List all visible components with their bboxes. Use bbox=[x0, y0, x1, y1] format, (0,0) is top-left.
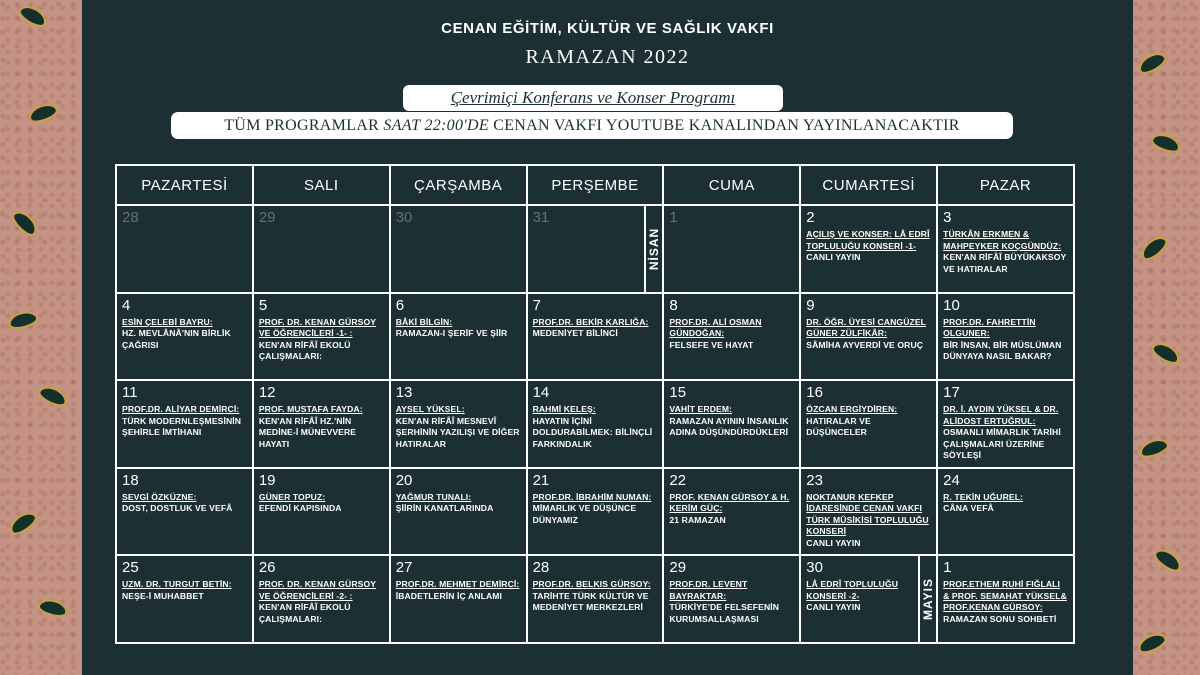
event-info bbox=[806, 579, 914, 614]
event-topic: HZ. MEVLÂNÂ'NIN BİRLİK ÇAĞRISI bbox=[122, 328, 231, 350]
day-number: 15 bbox=[669, 384, 687, 402]
event-info bbox=[122, 317, 247, 352]
day-number: 19 bbox=[258, 471, 276, 489]
calendar-day-cell bbox=[254, 381, 391, 469]
event-speaker: SEVGİ ÖZKÜZNE: bbox=[122, 491, 197, 502]
event-topic: FELSEFE VE HAYAT bbox=[669, 339, 754, 350]
right-border-pattern bbox=[1133, 0, 1200, 675]
event-info bbox=[396, 492, 521, 515]
calendar-grid bbox=[115, 164, 1075, 644]
month-label bbox=[644, 206, 662, 292]
calendar-day-cell bbox=[528, 206, 665, 294]
day-number: 21 bbox=[532, 471, 550, 489]
event-topic: RAMAZAN-I ŞERİF VE ŞİİR bbox=[395, 328, 508, 339]
calendar-day-cell bbox=[938, 206, 1075, 294]
day-header: CUMA bbox=[664, 166, 801, 206]
day-number: 8 bbox=[669, 296, 678, 314]
event-info bbox=[259, 579, 384, 625]
event-topic: SÂMİHA AYVERDİ VE ORUÇ bbox=[806, 339, 924, 350]
event-speaker: PROF.DR. BELKIS GÜRSOY: bbox=[532, 579, 651, 590]
event-topic: KEN'AN RİFÂÎ HZ.'NİN MEDİNE-İ MÜNEVVERE HAYATI bbox=[258, 415, 357, 449]
calendar-day-cell bbox=[801, 381, 938, 469]
calendar-day-cell bbox=[254, 294, 391, 382]
day-number: 29 bbox=[669, 559, 687, 577]
event-speaker: NOKTANUR KEFKEP İDARESİNDE CENAN VAKFI TÜRK MÛSİKİSİ TOPLULUĞU KONSERİ bbox=[806, 491, 929, 537]
event-speaker: LÂ EDRÎ TOPLULUĞU KONSERİ -2- bbox=[806, 579, 899, 601]
event-info bbox=[396, 317, 521, 340]
event-info bbox=[396, 579, 521, 602]
calendar-day-cell bbox=[254, 556, 391, 644]
event-topic: TARİHTE TÜRK KÜLTÜR VE MEDENİYET MERKEZLERİ bbox=[532, 590, 649, 613]
calendar-day-cell bbox=[528, 469, 665, 557]
day-number: 2 bbox=[806, 209, 815, 226]
event-speaker: PROF.DR. MEHMET DEMİRCİ: bbox=[395, 579, 520, 590]
event-info bbox=[259, 404, 384, 450]
calendar-day-cell bbox=[117, 556, 254, 644]
program-panel bbox=[82, 0, 1133, 675]
event-topic: CÂNA VEFÂ bbox=[943, 503, 994, 514]
event-topic: KEN'AN RİFÂÎ EKOLÜ ÇALIŞMALARI: bbox=[258, 339, 351, 362]
event-speaker: UZM. DR. TURGUT BETİN: bbox=[122, 579, 232, 590]
event-speaker: YAĞMUR TUNALI: bbox=[395, 491, 472, 502]
event-info bbox=[533, 404, 658, 450]
day-number: 28 bbox=[532, 559, 550, 577]
event-speaker: PROF. DR. KENAN GÜRSOY VE ÖĞRENCİLERİ -2- : bbox=[258, 579, 377, 601]
calendar-day-cell bbox=[801, 294, 938, 382]
day-number: 23 bbox=[806, 471, 823, 489]
day-number: 25 bbox=[122, 559, 139, 577]
day-number: 4 bbox=[122, 296, 131, 314]
day-number: 20 bbox=[395, 471, 413, 489]
calendar-day-cell bbox=[254, 469, 391, 557]
event-speaker: R. TEKİN UĞUREL: bbox=[943, 491, 1024, 502]
day-number: 3 bbox=[943, 209, 952, 226]
event-info bbox=[533, 579, 658, 614]
day-number: 6 bbox=[395, 296, 405, 314]
event-info bbox=[122, 404, 247, 439]
month-label bbox=[918, 556, 936, 642]
day-number: 5 bbox=[258, 296, 268, 314]
event-topic: HAYATIN İÇİNİ DOLDURABİLMEK: BİLİNÇLİ FARKINDALIK bbox=[532, 415, 653, 449]
event-info bbox=[943, 492, 1068, 515]
calendar-day-cell bbox=[938, 556, 1075, 644]
event-topic: KEN'AN RİFÂÎ EKOLÜ ÇALIŞMALARI: bbox=[258, 602, 351, 624]
calendar-day-cell bbox=[391, 294, 528, 382]
day-number: 7 bbox=[532, 296, 541, 314]
calendar-day-cell bbox=[801, 206, 938, 294]
event-speaker: PROF. DR. KENAN GÜRSOY VE ÖĞRENCİLERİ -1- : bbox=[258, 316, 377, 339]
event-info bbox=[669, 579, 794, 625]
event-info bbox=[943, 317, 1068, 363]
day-number: 14 bbox=[532, 384, 550, 402]
calendar-day-cell bbox=[391, 556, 528, 644]
event-speaker: TÜRKÂN ERKMEN & MAHPEYKER KOÇGÜNDÜZ: bbox=[943, 229, 1062, 251]
day-header: CUMARTESİ bbox=[801, 166, 938, 206]
event-speaker: PROF.DR. LEVENT BAYRAKTAR: bbox=[669, 579, 748, 601]
event-info bbox=[943, 229, 1068, 275]
event-speaker: AÇILIŞ VE KONSER: LÂ EDRÎ TOPLULUĞU KONSERİ -1- bbox=[806, 229, 930, 251]
calendar-day-cell bbox=[117, 206, 254, 294]
event-topic: TÜRK MODERNLEŞMESİNİN ŞEHİRLE İMTİHANI bbox=[122, 415, 242, 438]
calendar-day-cell bbox=[938, 294, 1075, 382]
calendar-day-cell bbox=[254, 206, 391, 294]
event-topic: OSMANLI MİMARLIK TARİHİ ÇALIŞMALARI ÜZERİNE SÖYLEŞİ bbox=[943, 427, 1061, 461]
event-speaker: ESİN ÇELEBİ BAYRU: bbox=[122, 316, 213, 327]
event-topic: KEN'AN RİFÂÎ MESNEVÎ ŞERHİNİN YAZILIŞI VE DİĞER HATIRALAR bbox=[395, 415, 520, 449]
event-speaker: RAHMİ KELEŞ: bbox=[532, 404, 596, 415]
event-speaker: ÖZCAN ERGİYDİREN: bbox=[806, 404, 898, 415]
event-speaker: PROF.DR. BEKİR KARLIĞA: bbox=[532, 316, 649, 327]
day-number: 30 bbox=[806, 559, 823, 577]
day-header: ÇARŞAMBA bbox=[391, 166, 528, 206]
calendar-day-cell bbox=[117, 469, 254, 557]
event-topic: EFENDİ KAPISINDA bbox=[258, 503, 342, 514]
event-speaker: AYSEL YÜKSEL: bbox=[395, 404, 465, 415]
day-number: 22 bbox=[669, 471, 687, 489]
event-info bbox=[259, 492, 384, 515]
day-header: SALI bbox=[254, 166, 391, 206]
calendar-day-cell bbox=[664, 556, 801, 644]
event-topic: CANLI YAYIN bbox=[806, 537, 861, 548]
event-topic: İBADETLERİN İÇ ANLAMI bbox=[395, 590, 503, 601]
event-topic: HATIRALAR VE DÜŞÜNCELER bbox=[806, 415, 871, 438]
calendar-day-cell bbox=[391, 381, 528, 469]
event-speaker: PROF.DR. ALİ OSMAN GÜNDOĞAN: bbox=[669, 316, 762, 339]
day-header: PAZARTESİ bbox=[117, 166, 254, 206]
event-speaker: BÂKİ BİLGİN: bbox=[395, 316, 453, 327]
event-topic: 21 RAMAZAN bbox=[669, 514, 726, 525]
day-number: 31 bbox=[532, 209, 550, 226]
event-topic: KEN'AN RİFÂÎ BÜYÜKAKSOY VE HATIRALAR bbox=[943, 252, 1067, 274]
event-info bbox=[806, 229, 931, 264]
day-number: 9 bbox=[806, 296, 815, 314]
event-topic: MEDENİYET BİLİNCİ bbox=[532, 328, 618, 339]
event-topic: RAMAZAN SONU SOHBETİ bbox=[943, 613, 1057, 624]
program-subtitle: Çevrimiçi Konferans ve Konser Programı bbox=[403, 85, 783, 111]
event-speaker: GÜNER TOPUZ: bbox=[258, 491, 326, 502]
day-number: 24 bbox=[943, 471, 960, 489]
calendar-day-cell bbox=[664, 206, 801, 294]
organization-title: CENAN EĞİTİM, KÜLTÜR VE SAĞLIK VAKFI bbox=[441, 20, 774, 37]
calendar-day-cell bbox=[528, 556, 665, 644]
calendar-day-cell bbox=[664, 294, 801, 382]
day-number: 29 bbox=[258, 209, 276, 226]
event-info bbox=[806, 404, 931, 439]
day-header: PAZAR bbox=[938, 166, 1075, 206]
calendar-day-cell bbox=[391, 206, 528, 294]
event-info bbox=[806, 317, 931, 352]
left-border-pattern bbox=[0, 0, 82, 675]
event-speaker: PROF.DR. FAHRETTİN OLGUNER: bbox=[943, 316, 1036, 339]
event-info bbox=[943, 404, 1068, 462]
event-speaker: PROF.DR. ALİYAR DEMİRCİ: bbox=[122, 404, 240, 415]
calendar-day-cell bbox=[117, 294, 254, 382]
day-number: 16 bbox=[806, 384, 823, 402]
calendar-day-cell bbox=[801, 556, 938, 644]
event-speaker: DR. İ. AYDIN YÜKSEL & DR. ALİDOST ERTUĞRUL: bbox=[943, 404, 1059, 426]
day-number: 28 bbox=[122, 209, 139, 226]
event-speaker: PROF.ETHEM RUHİ FIĞLALI & PROF. SEMAHAT YÜKSEL& PROF.KENAN GÜRSOY: bbox=[943, 579, 1067, 613]
month-label-text: MAYIS bbox=[921, 578, 936, 621]
event-topic: NEŞE-İ MUHABBET bbox=[122, 590, 204, 601]
event-speaker: PROF.DR. İBRAHİM NUMAN: bbox=[532, 491, 652, 502]
day-number: 10 bbox=[943, 296, 960, 314]
event-info bbox=[806, 492, 931, 550]
event-info bbox=[669, 317, 794, 352]
calendar-day-cell bbox=[664, 381, 801, 469]
event-topic: RAMAZAN AYININ İNSANLIK ADINA DÜŞÜNDÜRDÜKLERİ bbox=[669, 415, 789, 438]
event-topic: DOST, DOSTLUK VE VEFÂ bbox=[122, 503, 233, 514]
event-info bbox=[122, 492, 247, 515]
event-year-title: RAMAZAN 2022 bbox=[525, 46, 690, 68]
event-info bbox=[122, 579, 247, 602]
event-topic: ŞİİRİN KANATLARINDA bbox=[395, 503, 494, 514]
calendar-day-cell bbox=[938, 469, 1075, 557]
event-info bbox=[396, 404, 521, 450]
event-speaker: PROF. KENAN GÜRSOY & H. KERİM GÜÇ: bbox=[669, 491, 790, 514]
day-number: 12 bbox=[258, 384, 276, 402]
day-header: PERŞEMBE bbox=[528, 166, 665, 206]
day-number: 1 bbox=[943, 559, 952, 577]
event-speaker: VAHİT ERDEM: bbox=[669, 404, 733, 415]
day-number: 27 bbox=[395, 559, 413, 577]
event-info bbox=[259, 317, 384, 363]
event-topic: BİR İNSAN, BİR MÜSLÜMAN DÜNYAYA NASIL BAKAR? bbox=[943, 339, 1062, 362]
day-number: 1 bbox=[669, 209, 678, 226]
notice-text-a: TÜM PROGRAMLAR bbox=[224, 117, 384, 134]
day-number: 13 bbox=[395, 384, 413, 402]
broadcast-notice bbox=[171, 112, 1013, 139]
notice-text-c: CENAN VAKFI YOUTUBE KANALINDAN YAYINLANACAKTIR bbox=[488, 117, 960, 134]
calendar-day-cell bbox=[528, 294, 665, 382]
calendar-day-cell bbox=[391, 469, 528, 557]
event-speaker: DR. ÖĞR. ÜYESİ CANGÜZEL GÜNER ZÜLFİKÂR: bbox=[806, 316, 927, 339]
notice-time: SAAT 22:00'DE bbox=[383, 117, 489, 134]
event-info bbox=[669, 492, 794, 527]
calendar-day-cell bbox=[528, 381, 665, 469]
event-topic: CANLI YAYIN bbox=[806, 252, 861, 262]
event-info bbox=[943, 579, 1068, 625]
event-topic: CANLI YAYIN bbox=[806, 602, 861, 613]
day-number: 17 bbox=[943, 384, 960, 402]
calendar-day-cell bbox=[664, 469, 801, 557]
day-number: 26 bbox=[258, 559, 276, 577]
day-number: 18 bbox=[122, 471, 139, 489]
event-info bbox=[669, 404, 794, 439]
event-topic: TÜRKİYE'DE FELSEFENİN KURUMSALLAŞMASI bbox=[669, 602, 780, 624]
event-info bbox=[533, 492, 658, 527]
day-number: 11 bbox=[122, 384, 138, 402]
calendar-day-cell bbox=[801, 469, 938, 557]
event-topic: MİMARLIK VE DÜŞÜNCE DÜNYAMIZ bbox=[532, 503, 637, 525]
day-number: 30 bbox=[395, 209, 413, 226]
event-speaker: PROF. MUSTAFA FAYDA: bbox=[258, 404, 363, 415]
calendar-day-cell bbox=[117, 381, 254, 469]
event-info bbox=[533, 317, 658, 340]
calendar-day-cell bbox=[938, 381, 1075, 469]
month-label-text: NİSAN bbox=[647, 227, 662, 270]
